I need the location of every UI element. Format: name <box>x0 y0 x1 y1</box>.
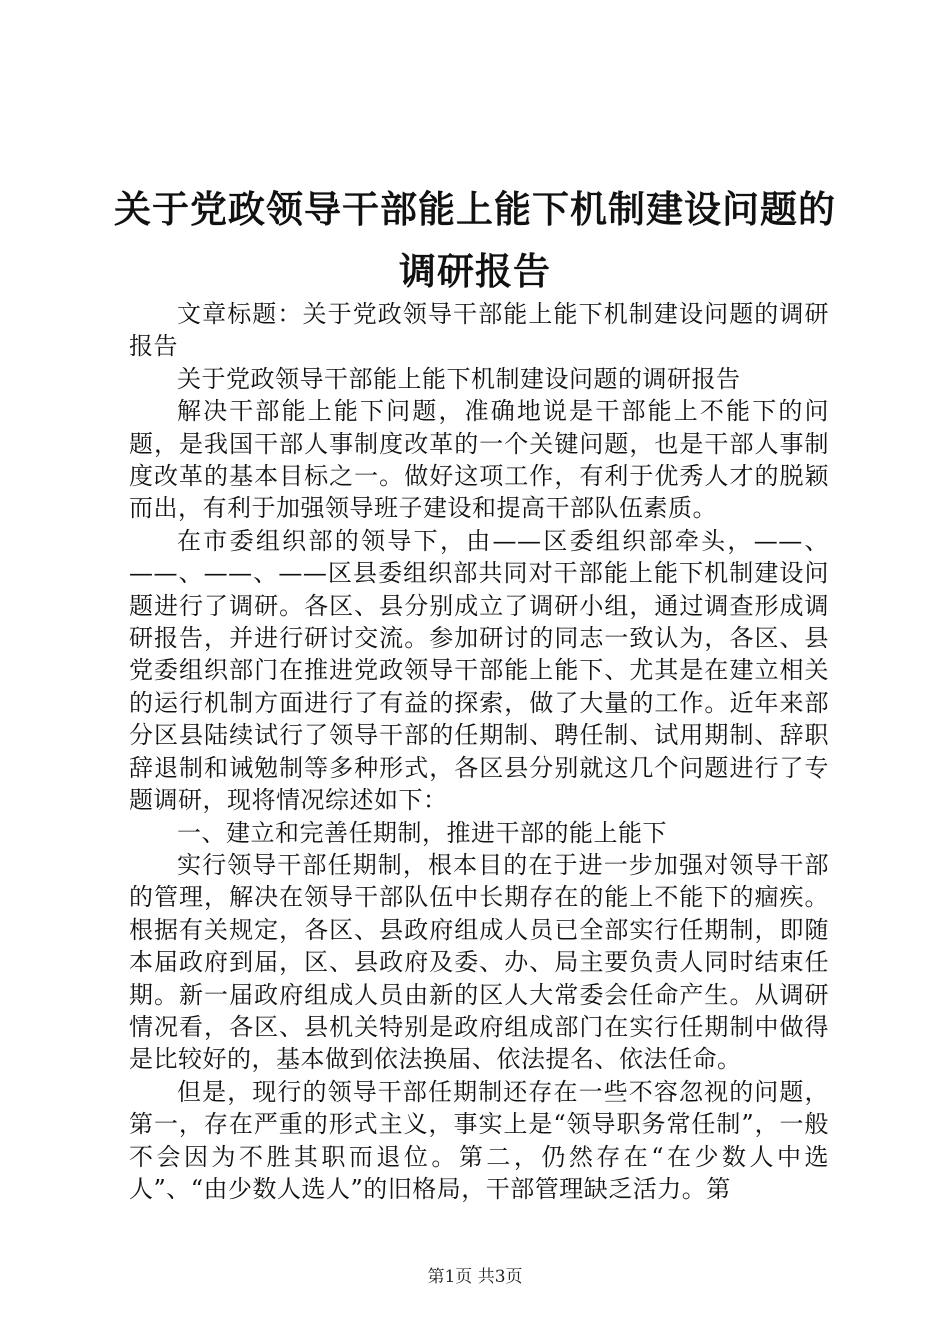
page-number-footer: 第1页 共3页 <box>427 1267 523 1287</box>
paragraph-intro: 解决干部能上能下问题，准确地说是干部能上不能下的问题，是我国干部人事制度改革的一个关键问题，也是干部人事制度改革的基本目标之一。做好这项工作，有利于优秀人才的脱颖而出，有利于加强领导班子建设和提高干部队伍素质。 <box>129 397 829 523</box>
paragraph-term-system: 实行领导干部任期制，根本目的在于进一步加强对领导干部的管理，解决在领导干部队伍中长期存在的能上不能下的痼疾。根据有关规定，各区、县政府组成人员已全部实行任期制，即随本届政府到届，区、县政府及委、办、局主要负责人同时结束任期。新一届政府组成人员由新的区人大常委会任命产生。从调研情况看，各区、县机关特别是政府组成部门在实行任期制中做得是比较好的，基本做到依法换届、依法提名、依法任命。 <box>129 850 829 1074</box>
document-title: 关于党政领导干部能上能下机制建设问题的调研报告 <box>114 187 836 293</box>
paragraph-problems: 但是，现行的领导干部任期制还存在一些不容忽视的问题，第一，存在严重的形式主义，事实上是“领导职务常任制”，一般不会因为不胜其职而退位。第二，仍然存在“在少数人中选人”、“由少数人选人”的旧格局，干部管理缺乏活力。第 <box>129 1077 829 1203</box>
section-heading-1: 一、建立和完善任期制，推进干部的能上能下 <box>177 818 667 847</box>
report-heading: 关于党政领导干部能上能下机制建设问题的调研报告 <box>177 364 741 393</box>
document-body <box>129 298 829 1205</box>
paragraph-background: 在市委组织部的领导下，由——区委组织部牵头，——、——、——、——区县委组织部共同对干部能上能下机制建设问题进行了调研。各区、县分别成立了调研小组，通过调查形成调研报告，并进行研讨交流。参加研讨的同志一致认为，各区、县党委组织部门在推进党政领导干部能上能下、尤其是在建立相关的运行机制方面进行了有益的探索，做了大量的工作。近年来部分区县陆续试行了领导干部的任期制、聘任制、试用期制、辞职辞退制和诫勉制等多种形式，各区县分别就这几个问题进行了专题调研，现将情况综述如下： <box>129 526 829 815</box>
article-title-line: 文章标题：关于党政领导干部能上能下机制建设问题的调研报告 <box>129 300 829 361</box>
